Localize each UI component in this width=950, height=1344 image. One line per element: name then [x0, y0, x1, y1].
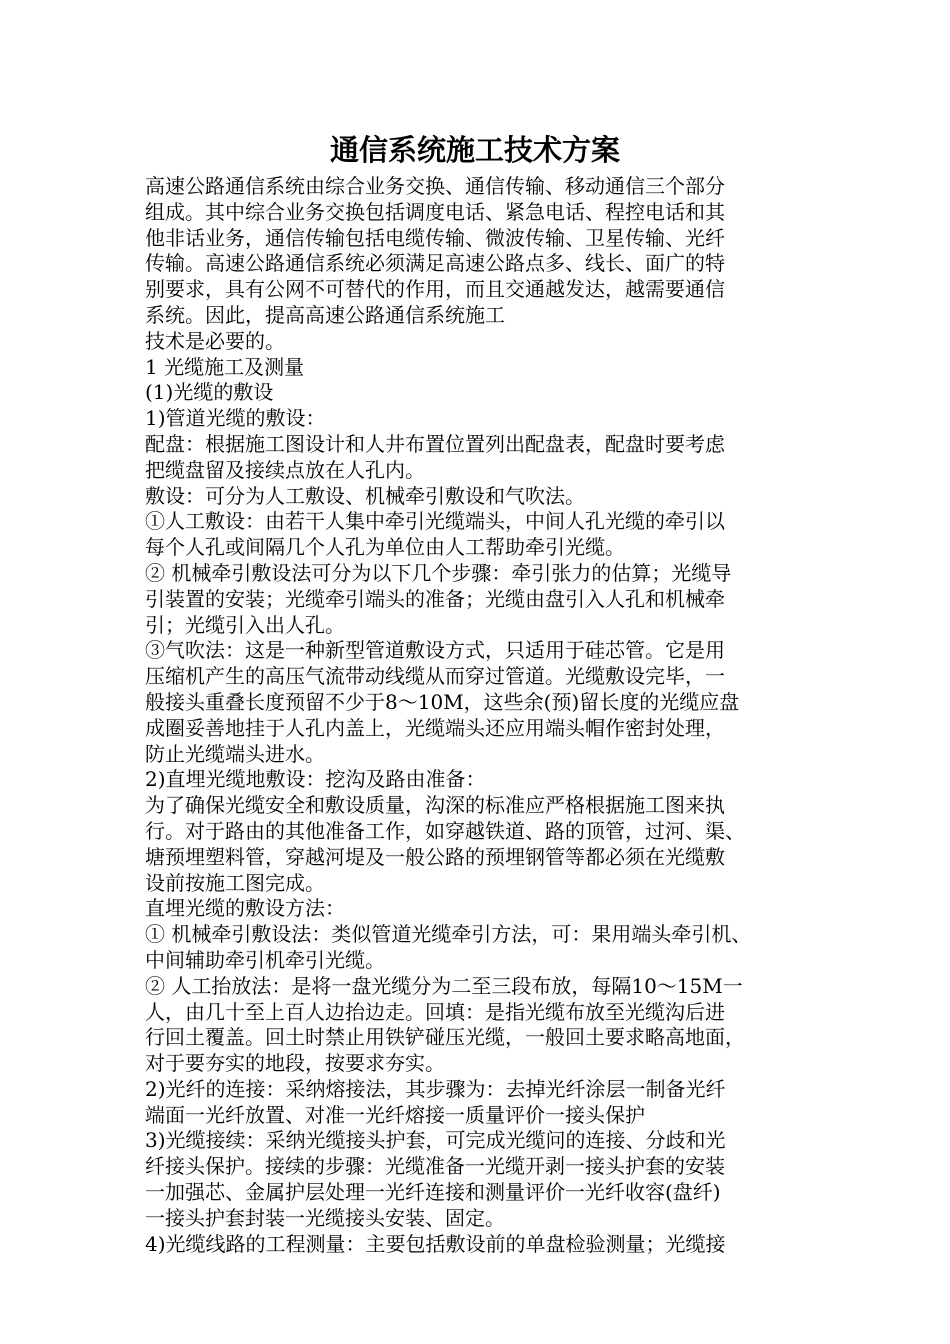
- document-title: 通信系统施工技术方案: [329, 133, 620, 167]
- text-line: 2)直埋光缆地敷设：挖沟及路由准备：: [145, 767, 486, 792]
- text-line: 一接头护套封装一光缆接头安装、固定。: [145, 1205, 505, 1230]
- text-line: ② 人工抬放法：是将一盘光缆分为二至三段布放，每隔10～15M一: [145, 973, 743, 998]
- text-line: 设前按施工图完成。: [145, 870, 325, 895]
- text-line: 一加强芯、金属护层处理一光纤连接和测量评价一光纤收容(盘纤): [145, 1180, 721, 1205]
- text-line: 1 光缆施工及测量: [145, 354, 305, 379]
- text-line: 引装置的安装；光缆牵引端头的准备；光缆由盘引入人孔和机械牵: [145, 586, 725, 611]
- text-line: 配盘：根据施工图设计和人井布置位置列出配盘表，配盘时要考虑: [145, 431, 725, 456]
- text-line: 塘预埋塑料管，穿越河堤及一般公路的预埋钢管等都必须在光缆敷: [145, 844, 725, 869]
- text-line: 高速公路通信系统由综合业务交换、通信传输、移动通信三个部分: [145, 174, 725, 198]
- text-line: 直埋光缆的敷设方法：: [145, 896, 345, 921]
- text-line: 敷设：可分为人工敷设、机械牵引敷设和气吹法。: [145, 483, 585, 508]
- text-line: 4)光缆线路的工程测量：主要包括敷设前的单盘检验测量；光缆接: [145, 1231, 726, 1256]
- text-line: 传输。高速公路通信系统必须满足高速公路点多、线长、面广的特: [145, 251, 725, 276]
- text-line: 引；光缆引入出人孔。: [145, 612, 345, 637]
- text-line: 技术是必要的。: [145, 328, 285, 353]
- text-line: 他非话业务，通信传输包括电缆传输、微波传输、卫星传输、光纤: [145, 225, 725, 250]
- text-line: 每个人孔或间隔几个人孔为单位由人工帮助牵引光缆。: [145, 535, 625, 560]
- text-line: 端面一光纤放置、对准一光纤熔接一质量评价一接头保护: [145, 1102, 645, 1127]
- text-line: 把缆盘留及接续点放在人孔内。: [145, 457, 425, 482]
- text-line: 般接头重叠长度预留不少于8～10M，这些余(预)留长度的光缆应盘: [145, 689, 740, 714]
- text-line: 3)光缆接续：采纳光缆接头护套，可完成光缆问的连接、分歧和光: [145, 1128, 726, 1153]
- text-line: 为了确保光缆安全和敷设质量，沟深的标准应严格根据施工图来执: [145, 793, 725, 818]
- text-line: 对于要夯实的地段，按要求夯实。: [145, 1051, 445, 1076]
- text-line: 系统。因此，提高高速公路通信系统施工: [145, 302, 505, 327]
- document-body: [145, 174, 825, 1257]
- text-line: ① 机械牵引敷设法：类似管道光缆牵引方法，可：果用端头牵引机、: [145, 922, 752, 947]
- text-line: ①人工敷设：由若干人集中牵引光缆端头，中间人孔光缆的牵引以: [145, 509, 725, 534]
- text-line: 1)管道光缆的敷设：: [145, 406, 326, 431]
- text-line: (1)光缆的敷设: [145, 380, 274, 405]
- text-line: 人，由几十至上百人边抬边走。回填：是指光缆布放至光缆沟后进: [145, 999, 725, 1024]
- text-line: 防止光缆端头进水。: [145, 741, 325, 766]
- text-line: 别要求，具有公网不可替代的作用，而且交通越发达，越需要通信: [145, 277, 725, 302]
- text-line: 行回土覆盖。回土时禁止用铁铲碰压光缆，一般回土要求略高地面，: [145, 1025, 745, 1050]
- text-line: 组成。其中综合业务交换包括调度电话、紧急电话、程控电话和其: [145, 199, 725, 224]
- text-line: 纤接头保护。接续的步骤：光缆准备一光缆开剥一接头护套的安装: [145, 1154, 725, 1179]
- text-line: 中间辅助牵引机牵引光缆。: [145, 947, 385, 972]
- text-line: ③气吹法：这是一种新型管道敷设方式，只适用于硅芯管。它是用: [145, 638, 725, 663]
- text-line: ② 机械牵引敷设法可分为以下几个步骤：牵引张力的估算；光缆导: [145, 560, 732, 585]
- text-line: 行。对于路由的其他准备工作，如穿越铁道、路的顶管，过河、渠、: [145, 818, 745, 843]
- text-line: 成圈妥善地挂于人孔内盖上，光缆端头还应用端头帽作密封处理，: [145, 715, 725, 740]
- text-line: 压缩机产生的高压气流带动线缆从而穿过管道。光缆敷设完毕，一: [145, 664, 725, 689]
- text-line: 2)光纤的连接：采纳熔接法，其步骤为：去掉光纤涂层一制备光纤: [145, 1076, 726, 1101]
